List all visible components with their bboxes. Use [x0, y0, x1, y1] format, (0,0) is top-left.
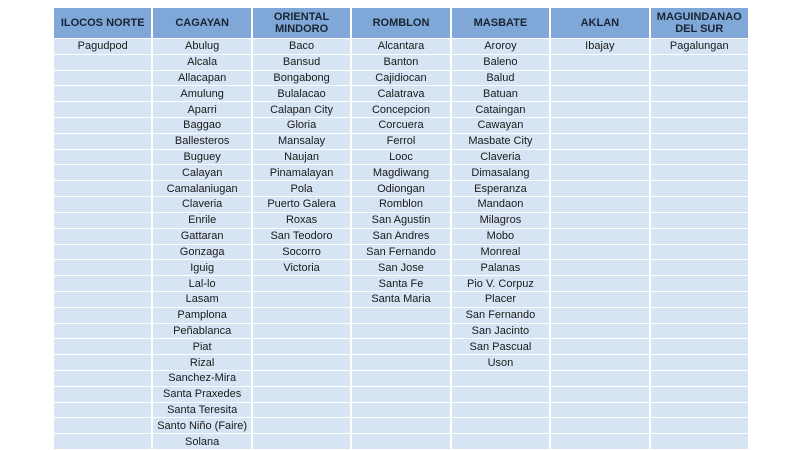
table-cell: San Teodoro: [253, 229, 350, 244]
table-cell: San Agustin: [352, 213, 449, 228]
table-cell: Santa Praxedes: [153, 387, 250, 402]
column-header: ORIENTAL MINDORO: [253, 8, 350, 38]
table-cell: [551, 55, 648, 70]
table-cell: Alcala: [153, 55, 250, 70]
table-cell: Alcantara: [352, 39, 449, 54]
table-cell: [551, 71, 648, 86]
table-cell: [651, 102, 748, 117]
table-cell: [54, 134, 151, 149]
table-cell: [452, 403, 549, 418]
column-header: MASBATE: [452, 8, 549, 38]
table-cell: [54, 86, 151, 101]
table-cell: [551, 229, 648, 244]
table-cell: [551, 387, 648, 402]
table-cell: Santa Teresita: [153, 403, 250, 418]
table-cell: Aparri: [153, 102, 250, 117]
table-cell: [551, 418, 648, 433]
table-cell: Claveria: [153, 197, 250, 212]
table-cell: Naujan: [253, 150, 350, 165]
table-cell: Gattaran: [153, 229, 250, 244]
table-cell: [54, 355, 151, 370]
table-cell: Bongabong: [253, 71, 350, 86]
table-cell: [253, 371, 350, 386]
table-cell: [54, 118, 151, 133]
table-cell: [54, 181, 151, 196]
table-cell: San Jose: [352, 260, 449, 275]
table-cell: [54, 197, 151, 212]
table-cell: Monreal: [452, 245, 549, 260]
table-cell: [253, 403, 350, 418]
table-cell: Pagalungan: [651, 39, 748, 54]
table-cell: [54, 403, 151, 418]
table-cell: [54, 292, 151, 307]
table-cell: [551, 292, 648, 307]
column-header: ROMBLON: [352, 8, 449, 38]
column-header: MAGUINDANAO DEL SUR: [651, 8, 748, 38]
table-cell: [551, 134, 648, 149]
table-cell: [54, 55, 151, 70]
table-cell: [651, 197, 748, 212]
table-cell: Ballesteros: [153, 134, 250, 149]
column-header: AKLAN: [551, 8, 648, 38]
table-cell: Baleno: [452, 55, 549, 70]
table-cell: Concepcion: [352, 102, 449, 117]
table-cell: Aroroy: [452, 39, 549, 54]
table-cell: Pola: [253, 181, 350, 196]
table-cell: [551, 371, 648, 386]
table-cell: [352, 308, 449, 323]
table-cell: Palanas: [452, 260, 549, 275]
table-cell: [551, 324, 648, 339]
table-cell: [651, 403, 748, 418]
table-cell: [54, 229, 151, 244]
table-cell: [253, 324, 350, 339]
table-cell: [651, 213, 748, 228]
table-cell: [551, 260, 648, 275]
table-cell: [551, 355, 648, 370]
table-cell: San Pascual: [452, 339, 549, 354]
table-cell: [452, 371, 549, 386]
table-cell: [651, 355, 748, 370]
table-cell: Camalaniugan: [153, 181, 250, 196]
table-cell: Pinamalayan: [253, 165, 350, 180]
table-cell: Romblon: [352, 197, 449, 212]
table-cell: [352, 403, 449, 418]
table-cell: [253, 292, 350, 307]
table-cell: Cawayan: [452, 118, 549, 133]
table-cell: Abulug: [153, 39, 250, 54]
table-cell: [253, 434, 350, 449]
table-cell: Allacapan: [153, 71, 250, 86]
table-cell: [651, 71, 748, 86]
table-cell: [54, 324, 151, 339]
table-cell: Puerto Galera: [253, 197, 350, 212]
table-cell: Placer: [452, 292, 549, 307]
table-cell: Banton: [352, 55, 449, 70]
table-cell: Victoria: [253, 260, 350, 275]
table-cell: [551, 213, 648, 228]
table-cell: [352, 355, 449, 370]
table-cell: [452, 387, 549, 402]
table-cell: Claveria: [452, 150, 549, 165]
table-cell: [551, 86, 648, 101]
table-cell: [54, 245, 151, 260]
table-cell: [651, 324, 748, 339]
table-cell: Lal-lo: [153, 276, 250, 291]
table-cell: Calapan City: [253, 102, 350, 117]
table-cell: [54, 387, 151, 402]
table-cell: [551, 245, 648, 260]
table-cell: [253, 339, 350, 354]
table-cell: Buguey: [153, 150, 250, 165]
table-cell: [651, 229, 748, 244]
table-cell: Pagudpod: [54, 39, 151, 54]
table-cell: Corcuera: [352, 118, 449, 133]
table-cell: [551, 276, 648, 291]
table-cell: Esperanza: [452, 181, 549, 196]
table-cell: Mobo: [452, 229, 549, 244]
table-cell: Lasam: [153, 292, 250, 307]
table-cell: [253, 308, 350, 323]
table-cell: [651, 181, 748, 196]
table-cell: Odiongan: [352, 181, 449, 196]
table-cell: Looc: [352, 150, 449, 165]
table-cell: Uson: [452, 355, 549, 370]
table-cell: Peñablanca: [153, 324, 250, 339]
table-cell: [352, 434, 449, 449]
table-cell: [352, 418, 449, 433]
table-cell: Iguig: [153, 260, 250, 275]
table-cell: [253, 355, 350, 370]
table-cell: [253, 276, 350, 291]
table-cell: San Fernando: [352, 245, 449, 260]
table-cell: Santa Maria: [352, 292, 449, 307]
table-cell: Gonzaga: [153, 245, 250, 260]
table-cell: Calayan: [153, 165, 250, 180]
table-cell: [651, 118, 748, 133]
table-cell: [551, 181, 648, 196]
table-cell: Baggao: [153, 118, 250, 133]
table-cell: [551, 150, 648, 165]
table-cell: [54, 102, 151, 117]
table-cell: Magdiwang: [352, 165, 449, 180]
table-cell: [253, 418, 350, 433]
table-cell: Milagros: [452, 213, 549, 228]
table-cell: [54, 339, 151, 354]
table-cell: [54, 260, 151, 275]
table-cell: [452, 418, 549, 433]
table-cell: [651, 260, 748, 275]
table-cell: [651, 86, 748, 101]
table-cell: Mandaon: [452, 197, 549, 212]
table-cell: Bansud: [253, 55, 350, 70]
table-cell: [54, 276, 151, 291]
table-cell: Cataingan: [452, 102, 549, 117]
table-cell: [551, 197, 648, 212]
table-cell: [551, 403, 648, 418]
table-cell: Pamplona: [153, 308, 250, 323]
table-cell: San Andres: [352, 229, 449, 244]
table-cell: [54, 213, 151, 228]
table-cell: San Fernando: [452, 308, 549, 323]
table-cell: Santa Fe: [352, 276, 449, 291]
table-cell: Masbate City: [452, 134, 549, 149]
table-cell: San Jacinto: [452, 324, 549, 339]
table-cell: [352, 324, 449, 339]
table-cell: [651, 55, 748, 70]
table-cell: [551, 308, 648, 323]
table-cell: [651, 150, 748, 165]
table-cell: [54, 434, 151, 449]
table-cell: [651, 134, 748, 149]
table-cell: [54, 165, 151, 180]
table-cell: [651, 387, 748, 402]
table-cell: [651, 292, 748, 307]
table-cell: Piat: [153, 339, 250, 354]
table-cell: [551, 339, 648, 354]
table-cell: Roxas: [253, 213, 350, 228]
table-cell: [54, 308, 151, 323]
table-cell: [651, 418, 748, 433]
table-cell: [54, 418, 151, 433]
table-cell: Solana: [153, 434, 250, 449]
column-header: CAGAYAN: [153, 8, 250, 38]
table-cell: [54, 150, 151, 165]
municipalities-table: [54, 8, 748, 449]
table-cell: Amulung: [153, 86, 250, 101]
table-cell: [651, 165, 748, 180]
table-cell: [651, 434, 748, 449]
table-cell: [452, 434, 549, 449]
table-cell: Mansalay: [253, 134, 350, 149]
table-cell: [54, 371, 151, 386]
table-cell: Baco: [253, 39, 350, 54]
table-cell: [551, 165, 648, 180]
table-cell: [651, 371, 748, 386]
table-cell: Calatrava: [352, 86, 449, 101]
table-cell: [651, 308, 748, 323]
table-cell: [651, 339, 748, 354]
table-cell: Batuan: [452, 86, 549, 101]
table-cell: Balud: [452, 71, 549, 86]
table-cell: Ferrol: [352, 134, 449, 149]
table-cell: [54, 71, 151, 86]
table-cell: [253, 387, 350, 402]
table-cell: [352, 339, 449, 354]
table-cell: [352, 387, 449, 402]
table-cell: Gloria: [253, 118, 350, 133]
table-cell: [651, 245, 748, 260]
table-cell: Socorro: [253, 245, 350, 260]
table-cell: Sanchez-Mira: [153, 371, 250, 386]
table-cell: Enrile: [153, 213, 250, 228]
table-cell: Pio V. Corpuz: [452, 276, 549, 291]
table-cell: [651, 276, 748, 291]
table-cell: Dimasalang: [452, 165, 549, 180]
table-cell: [551, 102, 648, 117]
table-cell: Santo Niño (Faire): [153, 418, 250, 433]
table-cell: [352, 371, 449, 386]
table-cell: [551, 118, 648, 133]
table-cell: Bulalacao: [253, 86, 350, 101]
table-cell: Ibajay: [551, 39, 648, 54]
table-cell: Rizal: [153, 355, 250, 370]
table-cell: Cajidiocan: [352, 71, 449, 86]
column-header: ILOCOS NORTE: [54, 8, 151, 38]
table-cell: [551, 434, 648, 449]
